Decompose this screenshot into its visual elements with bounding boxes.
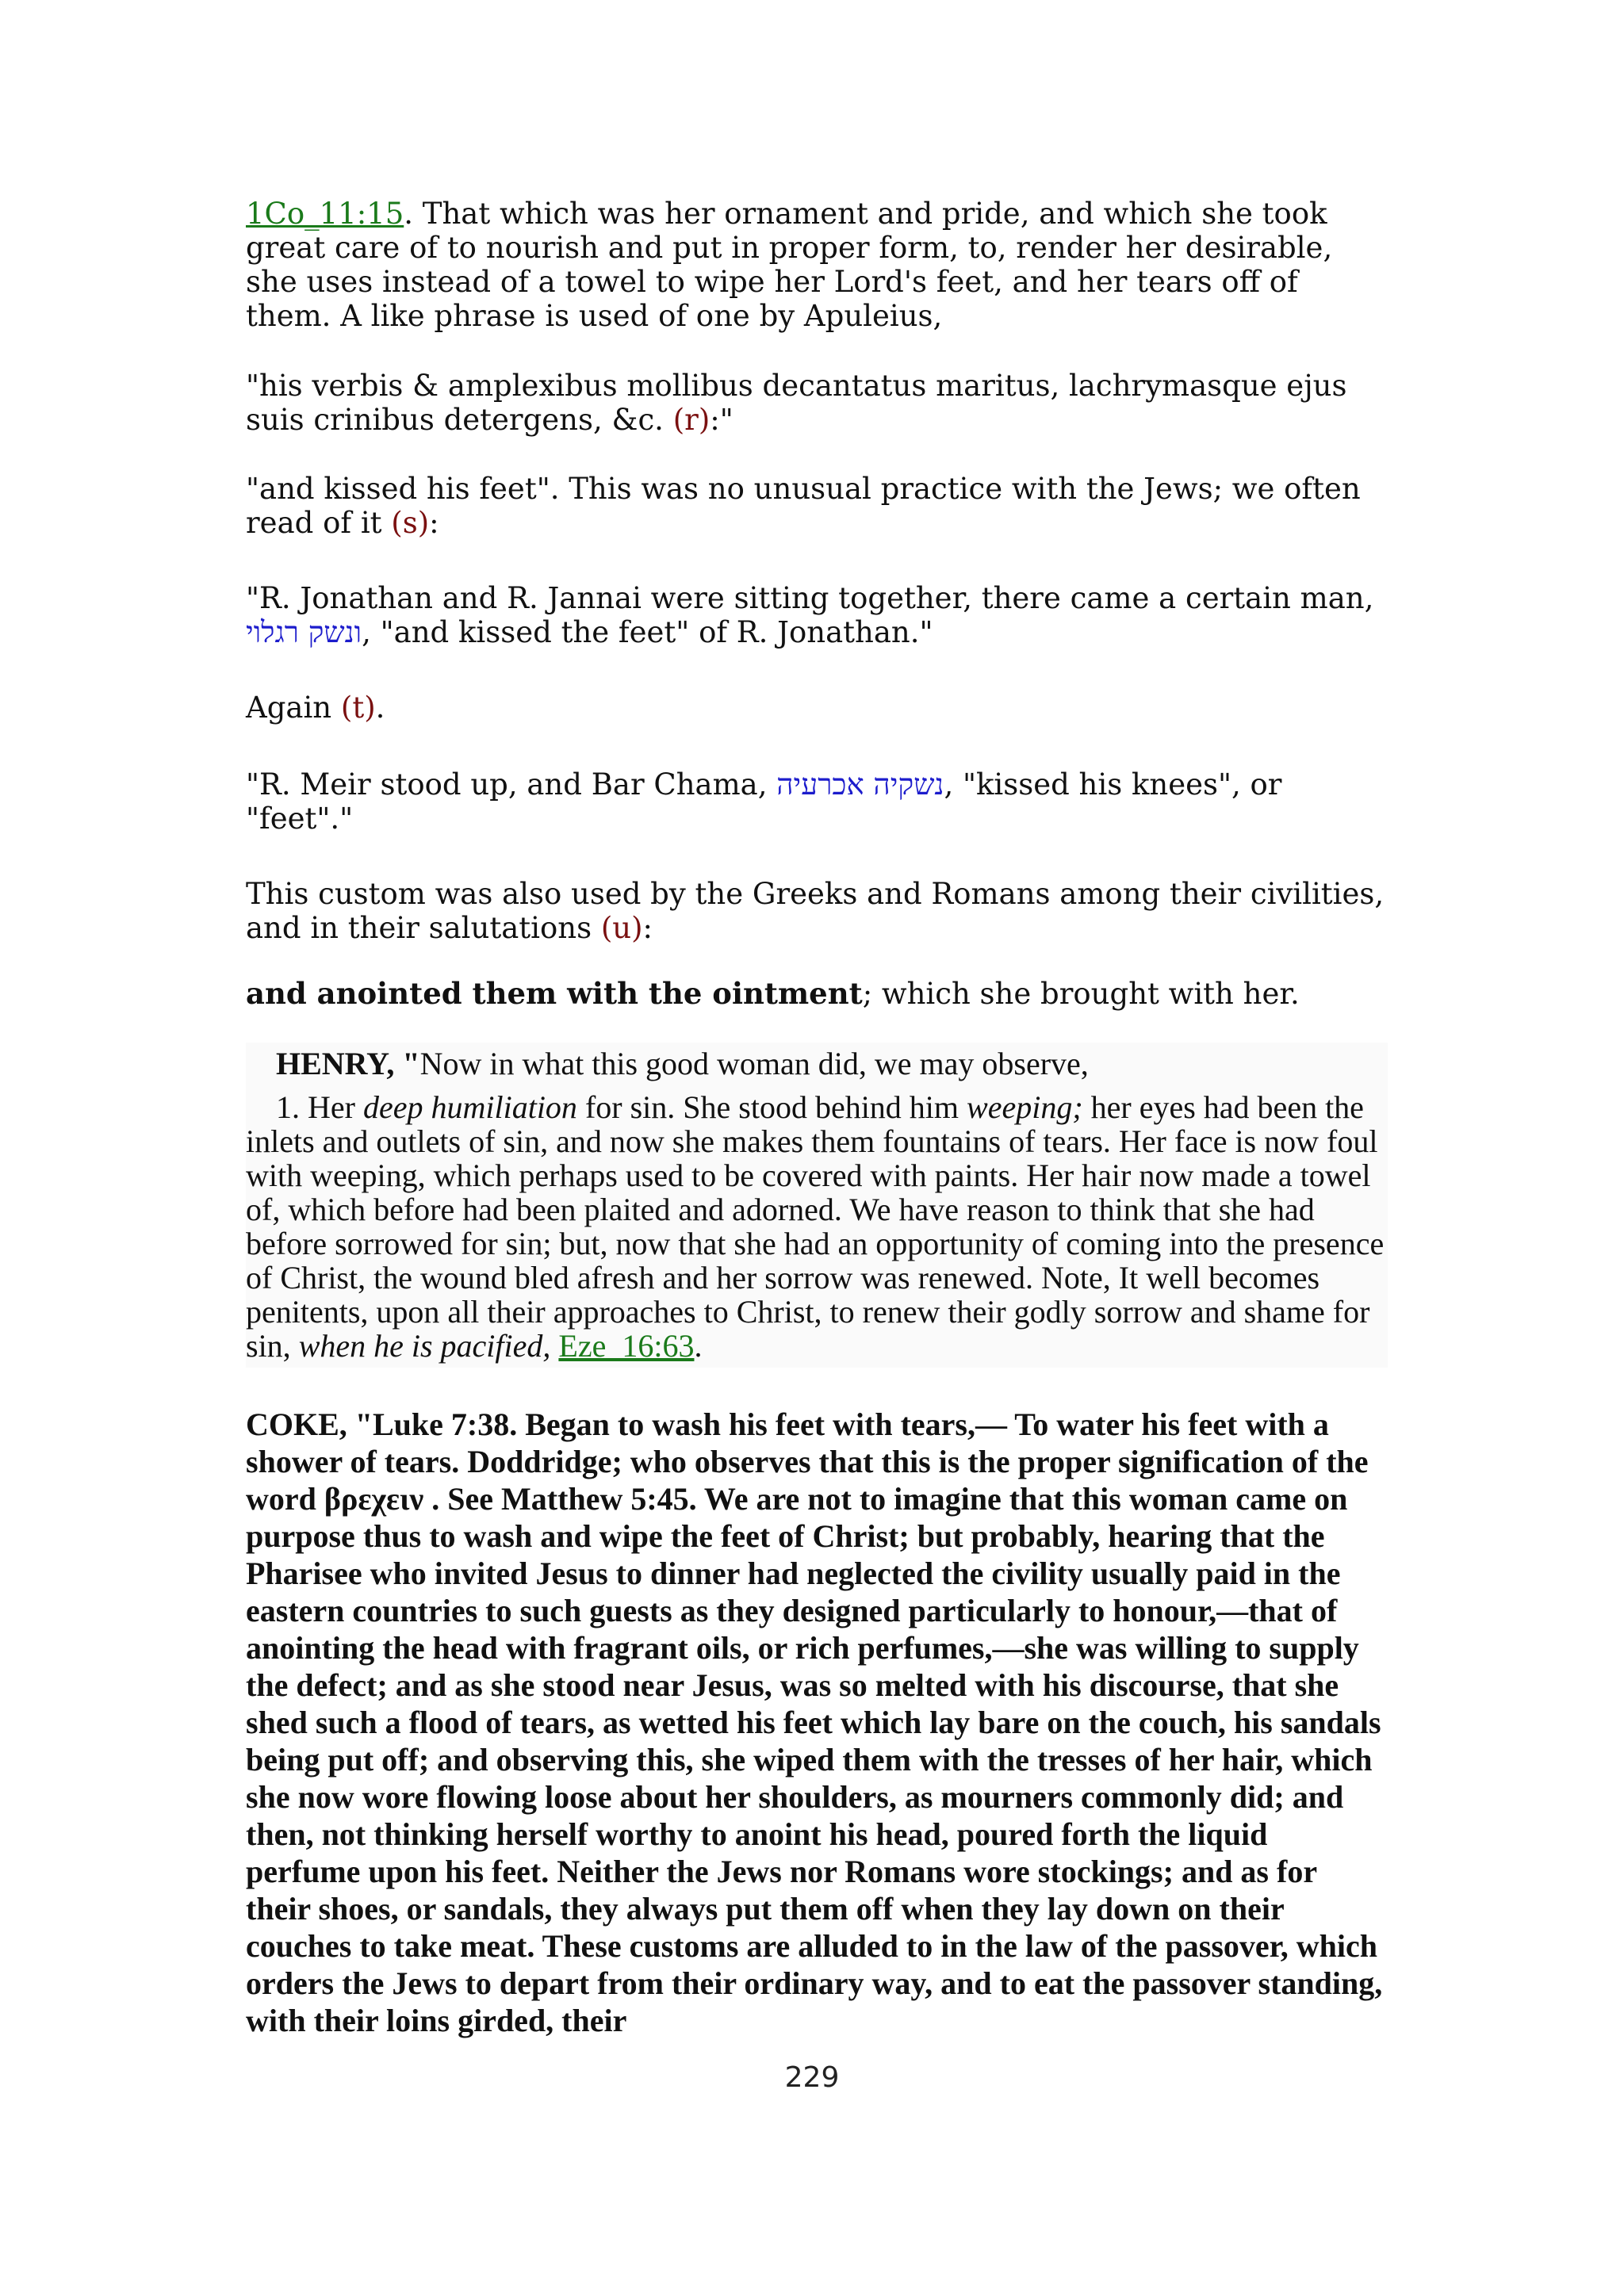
apuleius-tail: :" <box>710 403 733 437</box>
hebrew-phrase-1: ונשק רגלוי <box>246 615 362 649</box>
jonathan-text-a: "R. Jonathan and R. Jannai were sitting together, there came a certain man, <box>246 581 1374 615</box>
kissed-tail: : <box>429 506 439 540</box>
kissed-feet-paragraph <box>246 472 1388 540</box>
footnote-ref-t[interactable]: (t) <box>340 691 376 725</box>
henry-p1-italic-3: when he is pacified, <box>298 1328 551 1364</box>
again-text: Again <box>246 691 341 725</box>
apuleius-quote <box>246 369 1388 437</box>
footnote-ref-s[interactable]: (s) <box>391 506 430 540</box>
scripture-link-1co-11-15[interactable]: 1Co_11:15 <box>246 197 404 231</box>
custom-text: This custom was also used by the Greeks and Romans among their civilities, and in their salutations <box>246 877 1385 945</box>
custom-tail: : <box>642 911 653 945</box>
again-paragraph <box>246 691 1388 725</box>
henry-p1-italic-1: deep humiliation <box>362 1089 577 1125</box>
henry-p1-space <box>550 1328 558 1364</box>
anointed-text: ; which she brought with her. <box>862 977 1300 1011</box>
anointed-bold: and anointed them with the ointment <box>246 976 863 1011</box>
footnote-ref-r[interactable]: (r) <box>672 403 710 437</box>
henry-label: HENRY, " <box>276 1046 420 1081</box>
hebrew-phrase-2: נשקיה אכרעיה <box>776 767 944 802</box>
page-number: 229 <box>784 2061 840 2094</box>
henry-intro: Now in what this good woman did, we may observe, <box>419 1046 1089 1081</box>
henry-p1-c: her eyes had been the inlets and outlets of sin, and now she makes them fountains of tears. Her face is now foul with weeping, which perhaps used to be covered with paints. Her hair now made a towel of, which before had been plaited and adorned. We have reason to think that she had before sorrowed for sin; but, now that she had an opportunity of coming into the presence of Christ, the wound bled afresh and her sorrow was renewed. Note, It well becomes penitents, upon all their approaches to Christ, to renew their godly sorrow and shame for sin, <box>246 1089 1385 1364</box>
meir-text-a: "R. Meir stood up, and Bar Chama, <box>246 767 777 802</box>
henry-p1-b: for sin. She stood behind him <box>576 1089 967 1125</box>
custom-paragraph <box>246 877 1388 945</box>
henry-heading <box>246 1046 1388 1082</box>
footnote-ref-u[interactable]: (u) <box>600 911 643 945</box>
document-page <box>246 197 1388 2039</box>
intro-text: . That which was her ornament and pride, and which she took great care of to nourish and put in proper form, to, render her desirable, she uses instead of a towel to wipe her Lord's feet, and her tears off of them. A like phrase is used of one by Apuleius, <box>246 197 1333 333</box>
henry-p1-a: 1. Her <box>276 1089 363 1125</box>
meir-text-b: , "kissed his knees", or "feet"." <box>246 767 1282 836</box>
kissed-text: "and kissed his feet". This was no unusual practice with the Jews; we often read of it <box>246 472 1361 540</box>
henry-point-1 <box>246 1090 1388 1363</box>
apuleius-text: "his verbis & amplexibus mollibus decantatus maritus, lachrymasque ejus suis crinibus detergens, &c. <box>246 369 1347 437</box>
anointed-paragraph <box>246 977 1388 1011</box>
scripture-link-eze-16-63[interactable]: Eze_16:63 <box>558 1328 695 1364</box>
again-tail: . <box>375 691 385 725</box>
intro-paragraph <box>246 197 1388 333</box>
coke-commentary: COKE, "Luke 7:38. Began to wash his feet with tears,— To water his feet with a shower of tears. Doddridge; who observes that this is the proper signification of the word βρεχειν . See Matthew 5:45. We are not to imagine that this woman came on purpose thus to wash and wipe the feet of Christ; but probably, hearing that the Pharisee who invited Jesus to dinner had neglected the civility usually paid in the eastern countries to such guests as they designed particularly to honour,—that of anointing the head with fragrant oils, or rich perfumes,—she was willing to supply the defect; and as she stood near Jesus, was so melted with his discourse, that she shed such a flood of tears, as wetted his feet which lay bare on the couch, his sandals being put off; and observing this, she wiped them with the tresses of her hair, which she now wore flowing loose about her shoulders, as mourners commonly did; and then, not thinking herself worthy to anoint his head, poured forth the liquid perfume upon his feet. Neither the Jews nor Romans wore stockings; and as for their shoes, or sandals, they always put them off when they lay down on their couches to take meat. These customs are alluded to in the law of the passover, which orders the Jews to depart from their ordinary way, and to eat the passover standing, with their loins girded, their <box>246 1406 1383 2038</box>
henry-commentary <box>246 1043 1388 1368</box>
henry-p1-italic-2: weeping; <box>967 1089 1083 1125</box>
meir-quote <box>246 767 1388 836</box>
jonathan-text-b: , "and kissed the feet" of R. Jonathan." <box>362 615 933 649</box>
jonathan-quote <box>246 581 1388 649</box>
henry-p1-end: . <box>694 1328 703 1364</box>
